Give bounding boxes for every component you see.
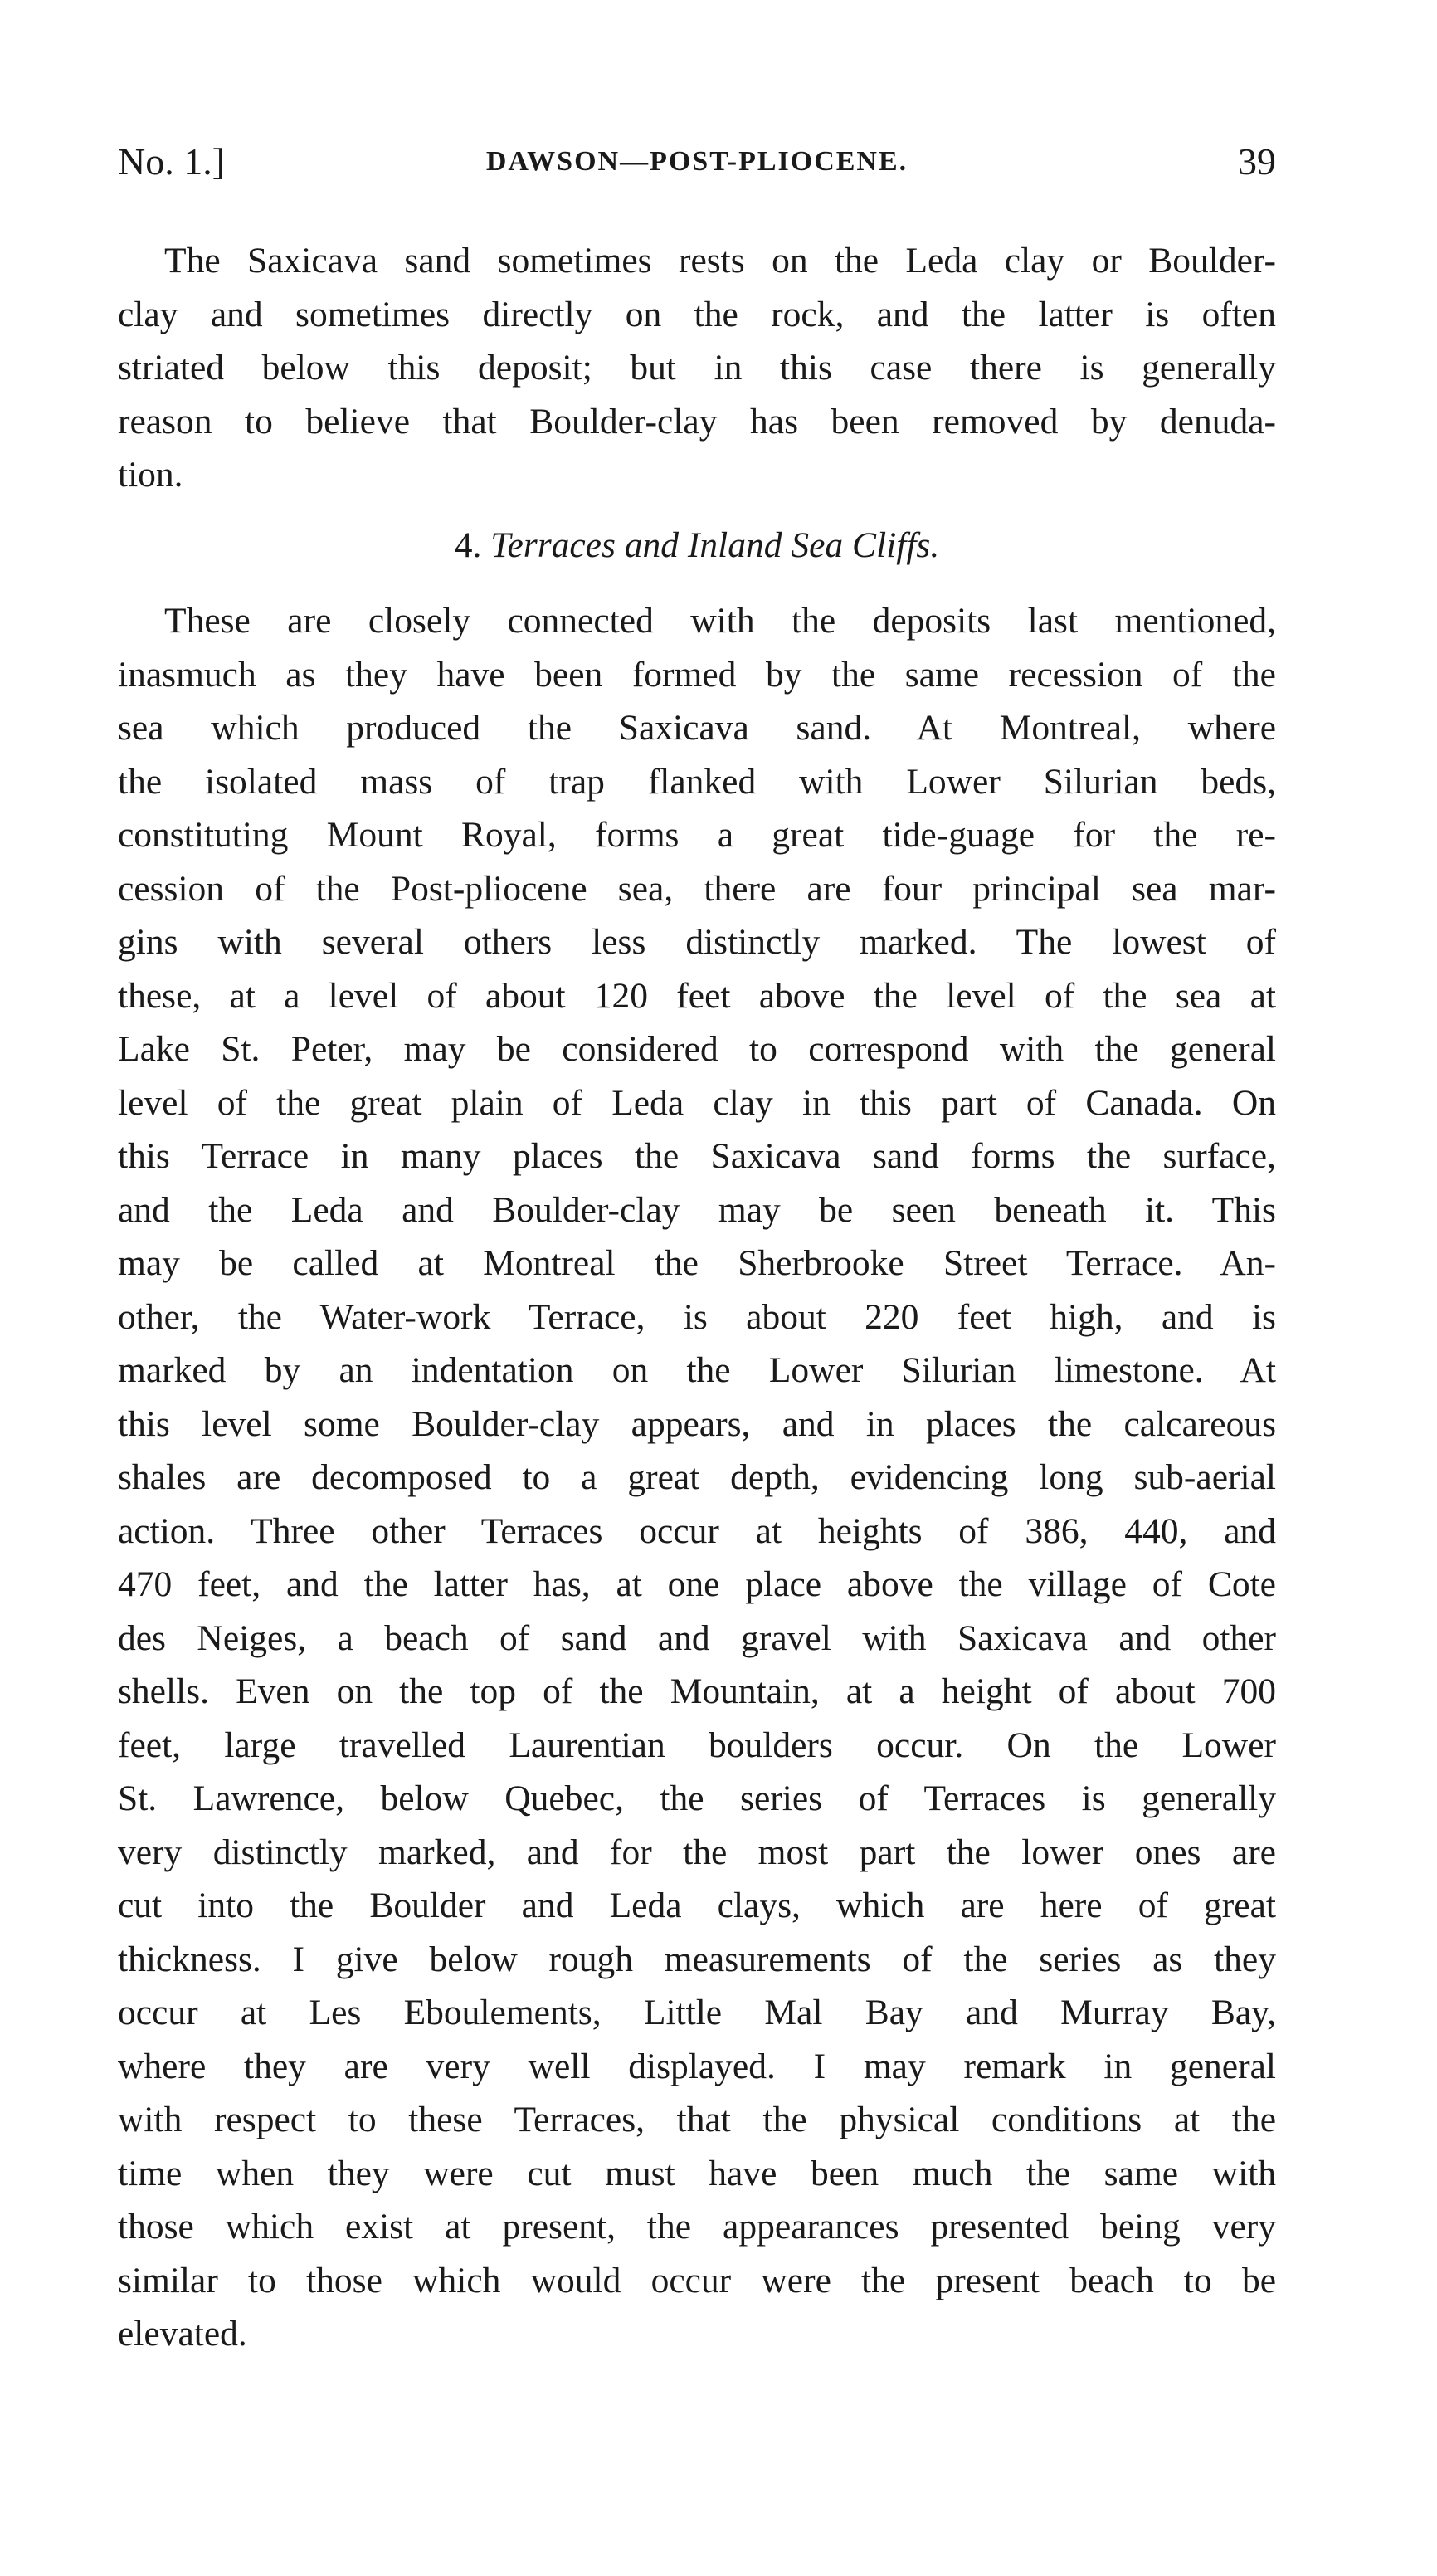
- text-line: other, the Water-work Terrace, is about 220 feet high, and is: [118, 1296, 1276, 1337]
- text-line: level of the great plain of Leda clay in this part of Canada. On: [118, 1082, 1276, 1123]
- text-line: these, at a level of about 120 feet above the level of the sea at: [118, 975, 1276, 1016]
- section-title: Terraces and Inland Sea Cliffs.: [490, 524, 940, 565]
- text-line: These are closely connected with the deposits last mentioned,: [164, 601, 1276, 641]
- text-line: Lake St. Peter, may be considered to correspond with the general: [118, 1029, 1276, 1069]
- text-line: marked by an indentation on the Lower Silurian limestone. At: [118, 1350, 1276, 1390]
- text-line: action. Three other Terraces occur at heights of 386, 440, and: [118, 1510, 1276, 1551]
- text-line: St. Lawrence, below Quebec, the series of Terraces is generally: [118, 1778, 1276, 1818]
- text-line: shales are decomposed to a great depth, evidencing long sub-aerial: [118, 1457, 1276, 1497]
- text-line: occur at Les Eboulements, Little Mal Bay and Murray Bay,: [118, 1993, 1276, 2032]
- text-line: constituting Mount Royal, forms a great tide-guage for the re-: [118, 815, 1276, 855]
- text-line: gins with several others less distinctly marked. The lowest of: [118, 922, 1276, 962]
- text-line: the isolated mass of trap flanked with Lower Silurian beds,: [118, 761, 1276, 802]
- text-line: this level some Boulder-clay appears, and in places the calcareous: [118, 1403, 1276, 1444]
- text-line: may be called at Montreal the Sherbrooke Street Terrace. An-: [118, 1243, 1276, 1283]
- text-line: cession of the Post-pliocene sea, there are four principal sea mar-: [118, 868, 1276, 909]
- text-line: those which exist at present, the appearances presented being very: [118, 2207, 1276, 2247]
- text-line: des Neiges, a beach of sand and gravel with Saxicava and other: [118, 1617, 1276, 1658]
- paragraph-saxicava-sand: [118, 234, 1276, 502]
- running-title: DAWSON—POST-PLIOCENE.: [485, 146, 908, 177]
- text-line: The Saxicava sand sometimes rests on the Leda clay or Boulder-: [164, 241, 1276, 281]
- text-line: and the Leda and Boulder-clay may be seen beneath it. This: [118, 1189, 1276, 1230]
- text-line: thickness. I give below rough measurements of the series as they: [118, 1939, 1276, 1979]
- text-line: time when they were cut must have been much the same with: [118, 2153, 1276, 2193]
- text-line: 470 feet, and the latter has, at one place above the village of Cote: [118, 1564, 1276, 1604]
- text-line: cut into the Boulder and Leda clays, which are here of great: [118, 1886, 1276, 1925]
- issue-number: No. 1.]: [118, 140, 226, 183]
- text-line: feet, large travelled Laurentian boulders occur. On the Lower: [118, 1725, 1276, 1765]
- body-text: [118, 234, 1276, 2361]
- paragraph-terraces: [118, 594, 1276, 2361]
- section-number: 4.: [454, 524, 482, 565]
- text-line: reason to believe that Boulder-clay has been removed by denuda-: [118, 401, 1276, 442]
- page-number: 39: [1238, 140, 1276, 183]
- text-line: striated below this deposit; but in this case there is generally: [118, 348, 1276, 388]
- section-heading: [118, 519, 1276, 573]
- text-line: this Terrace in many places the Saxicava sand forms the surface,: [118, 1136, 1276, 1176]
- text-line: shells. Even on the top of the Mountain, at a height of about 700: [118, 1671, 1276, 1711]
- text-line: with respect to these Terraces, that the physical conditions at the: [118, 2100, 1276, 2139]
- running-head: [118, 139, 1276, 198]
- text-line: clay and sometimes directly on the rock, and the latter is often: [118, 294, 1276, 334]
- text-line: tion.: [118, 455, 183, 495]
- text-line: elevated.: [118, 2314, 247, 2354]
- text-line: very distinctly marked, and for the most part the lower ones are: [118, 1832, 1276, 1872]
- text-line: sea which produced the Saxicava sand. At Montreal, where: [118, 708, 1276, 748]
- text-line: inasmuch as they have been formed by the same recession of the: [118, 654, 1276, 695]
- text-line: similar to those which would occur were the present beach to be: [118, 2260, 1276, 2300]
- text-line: where they are very well displayed. I may remark in general: [118, 2046, 1276, 2086]
